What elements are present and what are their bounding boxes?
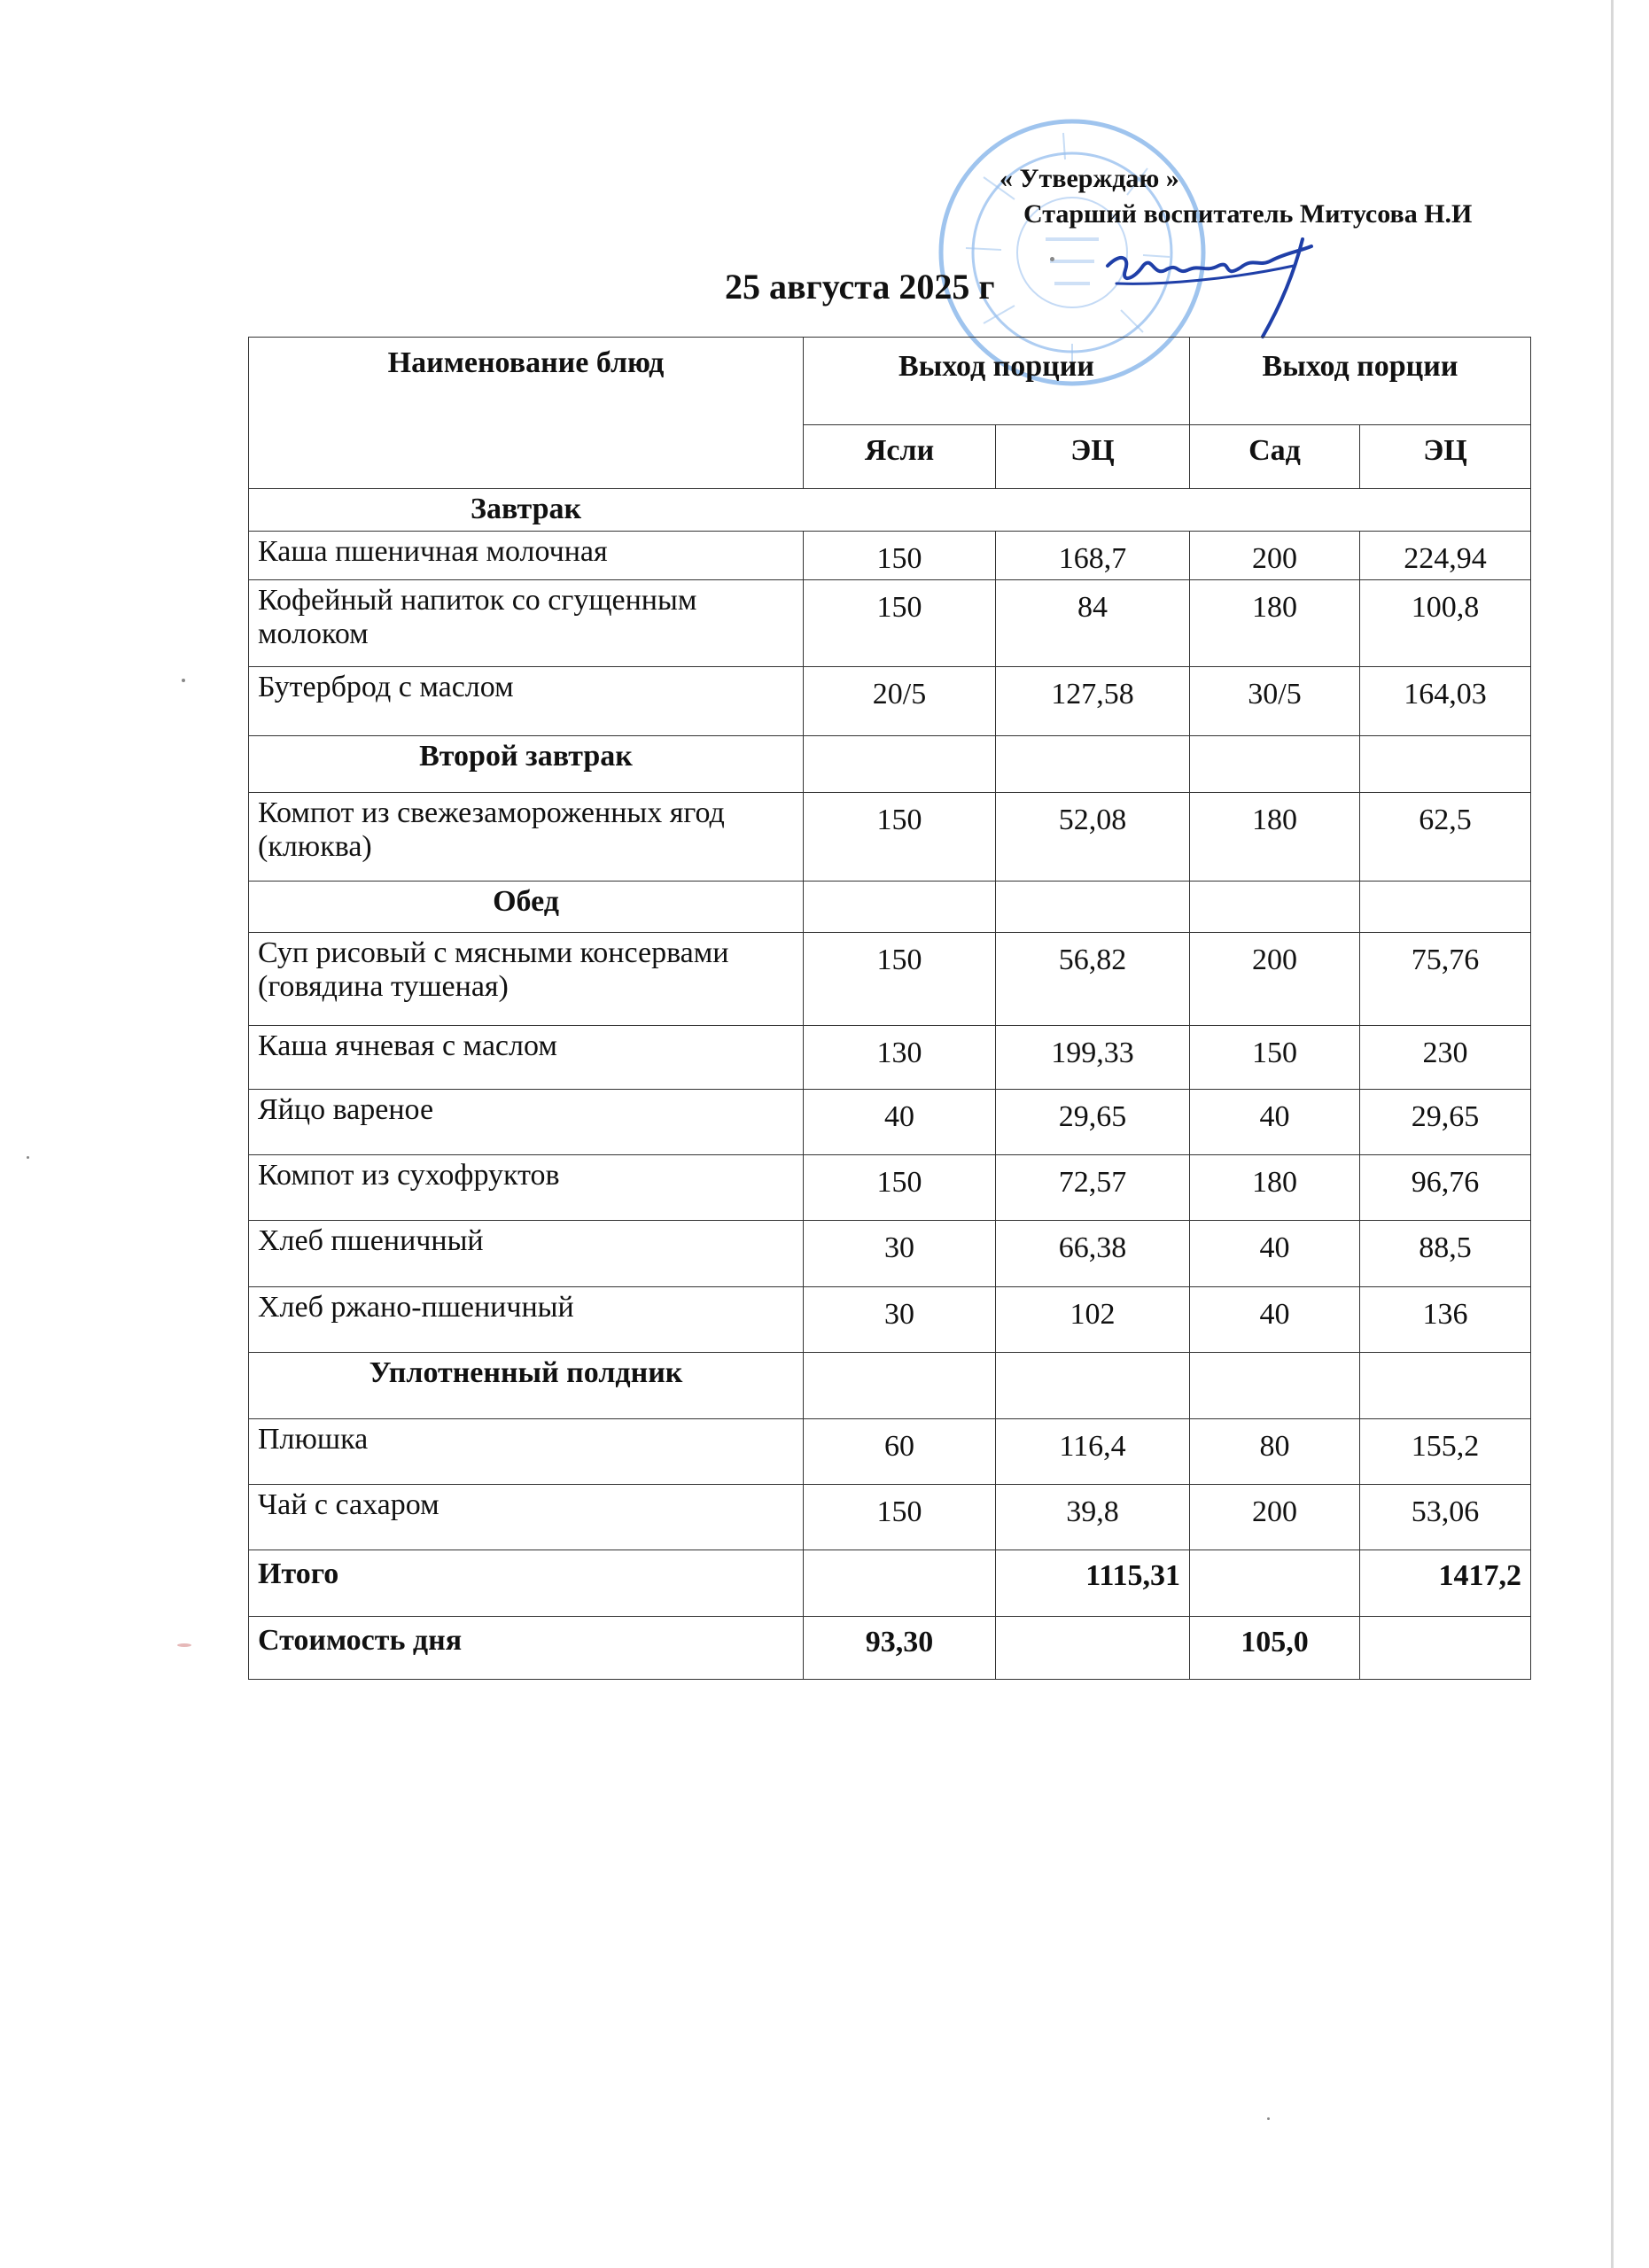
dish-name: Каша ячневая с маслом <box>249 1026 804 1090</box>
garden-energy: 75,76 <box>1360 933 1531 1026</box>
dish-name: Плюшка <box>249 1419 804 1485</box>
garden-energy: 136 <box>1360 1287 1531 1353</box>
section-row-second-breakfast <box>249 736 1531 793</box>
subheader-ec-1: ЭЦ <box>996 425 1190 489</box>
nursery-portion: 150 <box>804 933 996 1026</box>
nursery-portion: 150 <box>804 1155 996 1221</box>
nursery-energy: 116,4 <box>996 1419 1190 1485</box>
menu-table <box>248 337 1531 1680</box>
dish-name: Суп рисовый с мясными консервами (говядина тушеная) <box>249 933 804 1026</box>
garden-energy: 230 <box>1360 1026 1531 1090</box>
garden-portion: 40 <box>1190 1221 1360 1287</box>
garden-energy: 62,5 <box>1360 793 1531 882</box>
dish-name: Хлеб ржано-пшеничный <box>249 1287 804 1353</box>
table-row <box>249 1287 1531 1353</box>
scan-speck <box>182 679 185 682</box>
nursery-portion: 150 <box>804 580 996 667</box>
garden-portion: 180 <box>1190 580 1360 667</box>
approval-block <box>957 161 1472 232</box>
dish-name: Яйцо вареное <box>249 1090 804 1155</box>
day-cost-row <box>249 1617 1531 1680</box>
nursery-energy: 39,8 <box>996 1485 1190 1550</box>
garden-energy: 29,65 <box>1360 1090 1531 1155</box>
garden-portion: 40 <box>1190 1287 1360 1353</box>
nursery-energy: 52,08 <box>996 793 1190 882</box>
garden-energy: 100,8 <box>1360 580 1531 667</box>
approval-title: « Утверждаю » <box>1000 164 1179 193</box>
section-row-breakfast <box>249 489 1531 532</box>
garden-portion: 180 <box>1190 1155 1360 1221</box>
nursery-energy: 72,57 <box>996 1155 1190 1221</box>
empty-cell <box>996 882 1190 933</box>
header-nursery-group: Выход порции <box>804 338 1190 425</box>
total-nursery-energy: 1115,31 <box>996 1550 1190 1617</box>
section-title: Уплотненный полдник <box>249 1353 804 1419</box>
empty-cell <box>1190 1550 1360 1617</box>
empty-cell <box>996 1617 1190 1680</box>
total-label: Итого <box>249 1550 804 1617</box>
garden-portion: 80 <box>1190 1419 1360 1485</box>
header-row <box>249 338 1531 425</box>
table-row <box>249 1090 1531 1155</box>
header-garden-group: Выход порции <box>1190 338 1531 425</box>
dish-name: Хлеб пшеничный <box>249 1221 804 1287</box>
dish-name: Кофейный напиток со сгущенным молоком <box>249 580 804 667</box>
nursery-portion: 130 <box>804 1026 996 1090</box>
scan-speck <box>177 1643 191 1647</box>
table-row <box>249 532 1531 580</box>
total-garden-energy: 1417,2 <box>1360 1550 1531 1617</box>
garden-energy: 155,2 <box>1360 1419 1531 1485</box>
table-row <box>249 1419 1531 1485</box>
total-row <box>249 1550 1531 1617</box>
dish-name: Компот из свежезамороженных ягод (клюква) <box>249 793 804 882</box>
table-row <box>249 1026 1531 1090</box>
nursery-portion: 40 <box>804 1090 996 1155</box>
subheader-ec-2: ЭЦ <box>1360 425 1531 489</box>
scan-speck <box>1267 2117 1270 2120</box>
nursery-portion: 30 <box>804 1221 996 1287</box>
table-row <box>249 793 1531 882</box>
garden-portion: 200 <box>1190 933 1360 1026</box>
section-title: Второй завтрак <box>249 736 804 793</box>
approval-signatory: Старший воспитатель Митусова Н.И <box>1023 199 1473 229</box>
nursery-energy: 84 <box>996 580 1190 667</box>
empty-cell <box>1360 882 1531 933</box>
document-date: 25 августа 2025 г <box>725 267 995 307</box>
nursery-portion: 20/5 <box>804 667 996 736</box>
empty-cell <box>804 736 996 793</box>
dish-name: Бутерброд с маслом <box>249 667 804 736</box>
day-cost-nursery: 93,30 <box>804 1617 996 1680</box>
nursery-energy: 199,33 <box>996 1026 1190 1090</box>
section-row-lunch <box>249 882 1531 933</box>
nursery-portion: 60 <box>804 1419 996 1485</box>
nursery-energy: 127,58 <box>996 667 1190 736</box>
garden-portion: 40 <box>1190 1090 1360 1155</box>
empty-cell <box>1360 1353 1531 1419</box>
scan-speck <box>27 1156 29 1159</box>
header-dish-name: Наименование блюд <box>249 338 804 489</box>
garden-portion: 200 <box>1190 532 1360 580</box>
nursery-energy: 56,82 <box>996 933 1190 1026</box>
section-title: Завтрак <box>249 489 1531 532</box>
empty-cell <box>804 882 996 933</box>
day-cost-garden: 105,0 <box>1190 1617 1360 1680</box>
empty-cell <box>996 1353 1190 1419</box>
section-title: Обед <box>249 882 804 933</box>
garden-energy: 53,06 <box>1360 1485 1531 1550</box>
page-edge <box>1611 0 1614 2268</box>
nursery-portion: 150 <box>804 793 996 882</box>
empty-cell <box>1190 882 1360 933</box>
empty-cell <box>1360 736 1531 793</box>
nursery-energy: 29,65 <box>996 1090 1190 1155</box>
section-row-afternoon-snack <box>249 1353 1531 1419</box>
garden-energy: 224,94 <box>1360 532 1531 580</box>
nursery-portion: 30 <box>804 1287 996 1353</box>
empty-cell <box>1360 1617 1531 1680</box>
nursery-energy: 66,38 <box>996 1221 1190 1287</box>
empty-cell <box>804 1550 996 1617</box>
table-row <box>249 933 1531 1026</box>
subheader-garden: Сад <box>1190 425 1360 489</box>
garden-portion: 200 <box>1190 1485 1360 1550</box>
dish-name: Каша пшеничная молочная <box>249 532 804 580</box>
table-row <box>249 580 1531 667</box>
handwritten-signature <box>1090 230 1338 346</box>
dish-name: Чай с сахаром <box>249 1485 804 1550</box>
empty-cell <box>996 736 1190 793</box>
day-cost-label: Стоимость дня <box>249 1617 804 1680</box>
nursery-portion: 150 <box>804 1485 996 1550</box>
nursery-energy: 168,7 <box>996 532 1190 580</box>
table-row <box>249 667 1531 736</box>
subheader-nursery: Ясли <box>804 425 996 489</box>
dish-name: Компот из сухофруктов <box>249 1155 804 1221</box>
garden-portion: 180 <box>1190 793 1360 882</box>
table-row <box>249 1155 1531 1221</box>
nursery-energy: 102 <box>996 1287 1190 1353</box>
table-row <box>249 1485 1531 1550</box>
empty-cell <box>1190 1353 1360 1419</box>
nursery-portion: 150 <box>804 532 996 580</box>
garden-portion: 30/5 <box>1190 667 1360 736</box>
scan-speck <box>1050 257 1054 261</box>
garden-energy: 96,76 <box>1360 1155 1531 1221</box>
garden-energy: 164,03 <box>1360 667 1531 736</box>
empty-cell <box>1190 736 1360 793</box>
garden-portion: 150 <box>1190 1026 1360 1090</box>
empty-cell <box>804 1353 996 1419</box>
table-row <box>249 1221 1531 1287</box>
garden-energy: 88,5 <box>1360 1221 1531 1287</box>
